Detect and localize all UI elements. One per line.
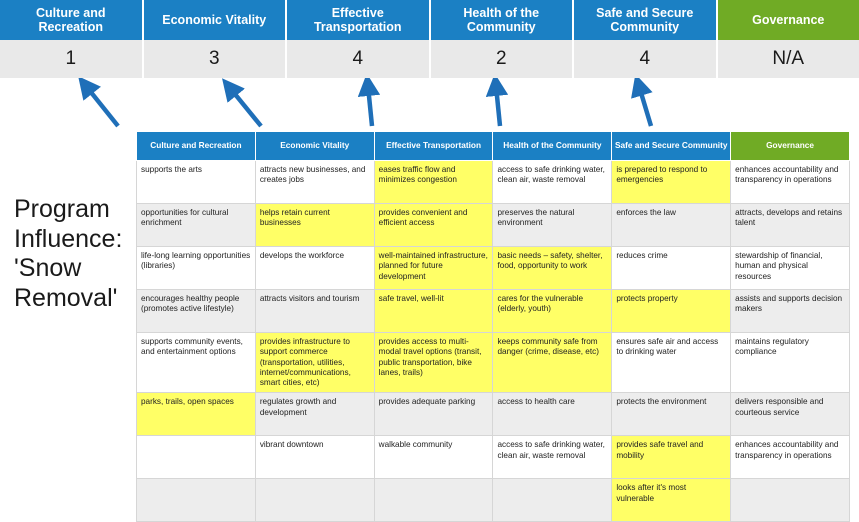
matrix-header-row — [137, 132, 850, 161]
score-culture-and-recreation: 1 — [0, 40, 144, 78]
priority-header-safe-and-secure-community: Safe and Secure Community — [574, 0, 718, 40]
matrix-cell: cares for the vulnerable (elderly, youth) — [493, 290, 612, 333]
matrix-row — [137, 333, 850, 393]
arrow-health-of-the-community — [496, 86, 500, 126]
priority-outcomes-matrix — [136, 131, 850, 522]
matrix-cell: protects the environment — [612, 393, 731, 436]
arrow-safe-and-secure-community — [639, 86, 651, 126]
matrix-cell: maintains regulatory compliance — [731, 333, 850, 393]
matrix-cell: attracts visitors and tourism — [255, 290, 374, 333]
score-economic-vitality: 3 — [144, 40, 288, 78]
matrix-cell: develops the workforce — [255, 247, 374, 290]
matrix-cell: preserves the natural environment — [493, 204, 612, 247]
arrow-culture-and-recreation — [86, 86, 118, 126]
matrix-row — [137, 247, 850, 290]
matrix-cell: is prepared to respond to emergencies — [612, 161, 731, 204]
matrix-cell — [137, 479, 256, 522]
matrix-cell — [731, 479, 850, 522]
matrix-cell: parks, trails, open spaces — [137, 393, 256, 436]
matrix-row — [137, 479, 850, 522]
priority-header-economic-vitality: Economic Vitality — [144, 0, 288, 40]
matrix-col-governance: Governance — [731, 132, 850, 161]
program-influence-label: Program Influence: 'Snow Removal' — [14, 195, 134, 313]
matrix-col-safe-and-secure-community: Safe and Secure Community — [612, 132, 731, 161]
matrix-cell: attracts, develops and retains talent — [731, 204, 850, 247]
matrix-cell: regulates growth and development — [255, 393, 374, 436]
matrix-cell: stewardship of financial, human and physical resources — [731, 247, 850, 290]
matrix-row — [137, 436, 850, 479]
matrix-col-culture-and-recreation: Culture and Recreation — [137, 132, 256, 161]
matrix-cell: safe travel, well-lit — [374, 290, 493, 333]
matrix-cell: attracts new businesses, and creates jobs — [255, 161, 374, 204]
score-effective-transportation: 4 — [287, 40, 431, 78]
matrix-cell — [374, 479, 493, 522]
score-safe-and-secure-community: 4 — [574, 40, 718, 78]
matrix-cell: ensures safe air and access to drinking water — [612, 333, 731, 393]
matrix-cell: supports the arts — [137, 161, 256, 204]
matrix-cell — [493, 479, 612, 522]
matrix-cell — [255, 479, 374, 522]
matrix-cell: well-maintained infrastructure, planned for future development — [374, 247, 493, 290]
matrix-row — [137, 290, 850, 333]
matrix-cell: access to safe drinking water, clean air, waste removal — [493, 436, 612, 479]
matrix-body — [137, 161, 850, 522]
priority-header-governance: Governance — [718, 0, 859, 40]
matrix-cell: provides infrastructure to support commerce (transportation, utilities, internet/communications, smart cities, etc) — [255, 333, 374, 393]
matrix-cell: delivers responsible and courteous service — [731, 393, 850, 436]
matrix-cell: provides safe travel and mobility — [612, 436, 731, 479]
matrix-cell: vibrant downtown — [255, 436, 374, 479]
matrix-cell: eases traffic flow and minimizes congestion — [374, 161, 493, 204]
score-health-of-the-community: 2 — [431, 40, 575, 78]
priority-header-row — [0, 0, 859, 40]
matrix-col-economic-vitality: Economic Vitality — [255, 132, 374, 161]
priority-score-bar — [0, 0, 859, 78]
matrix-cell: life-long learning opportunities (libraries) — [137, 247, 256, 290]
matrix-cell: reduces crime — [612, 247, 731, 290]
matrix-cell: access to safe drinking water, clean air, waste removal — [493, 161, 612, 204]
matrix-row — [137, 204, 850, 247]
influence-arrows — [0, 78, 859, 133]
matrix-cell: keeps community safe from danger (crime, disease, etc) — [493, 333, 612, 393]
matrix-cell: protects property — [612, 290, 731, 333]
priority-header-health-of-the-community: Health of the Community — [431, 0, 575, 40]
matrix-cell: looks after it's most vulnerable — [612, 479, 731, 522]
matrix-row — [137, 393, 850, 436]
matrix-cell: provides convenient and efficient access — [374, 204, 493, 247]
matrix-cell: opportunities for cultural enrichment — [137, 204, 256, 247]
matrix-cell: enhances accountability and transparency in operations — [731, 436, 850, 479]
matrix-row — [137, 161, 850, 204]
priority-header-culture-and-recreation: Culture and Recreation — [0, 0, 144, 40]
matrix-cell: access to health care — [493, 393, 612, 436]
matrix-cell: provides adequate parking — [374, 393, 493, 436]
matrix-cell: supports community events, and entertainment options — [137, 333, 256, 393]
matrix-cell — [137, 436, 256, 479]
matrix-cell: enforces the law — [612, 204, 731, 247]
score-governance: N/A — [718, 40, 859, 78]
matrix-cell: encourages healthy people (promotes active lifestyle) — [137, 290, 256, 333]
matrix-col-health-of-the-community: Health of the Community — [493, 132, 612, 161]
arrow-economic-vitality — [230, 88, 261, 126]
arrow-effective-transportation — [368, 86, 372, 126]
matrix-cell: enhances accountability and transparency in operations — [731, 161, 850, 204]
priority-header-effective-transportation: Effective Transportation — [287, 0, 431, 40]
matrix-cell: provides access to multi-modal travel options (transit, public transportation, bike lanes, trails) — [374, 333, 493, 393]
matrix-col-effective-transportation: Effective Transportation — [374, 132, 493, 161]
matrix-cell: assists and supports decision makers — [731, 290, 850, 333]
priority-score-row — [0, 40, 859, 78]
matrix-cell: basic needs – safety, shelter, food, opportunity to work — [493, 247, 612, 290]
matrix-cell: walkable community — [374, 436, 493, 479]
matrix-cell: helps retain current businesses — [255, 204, 374, 247]
